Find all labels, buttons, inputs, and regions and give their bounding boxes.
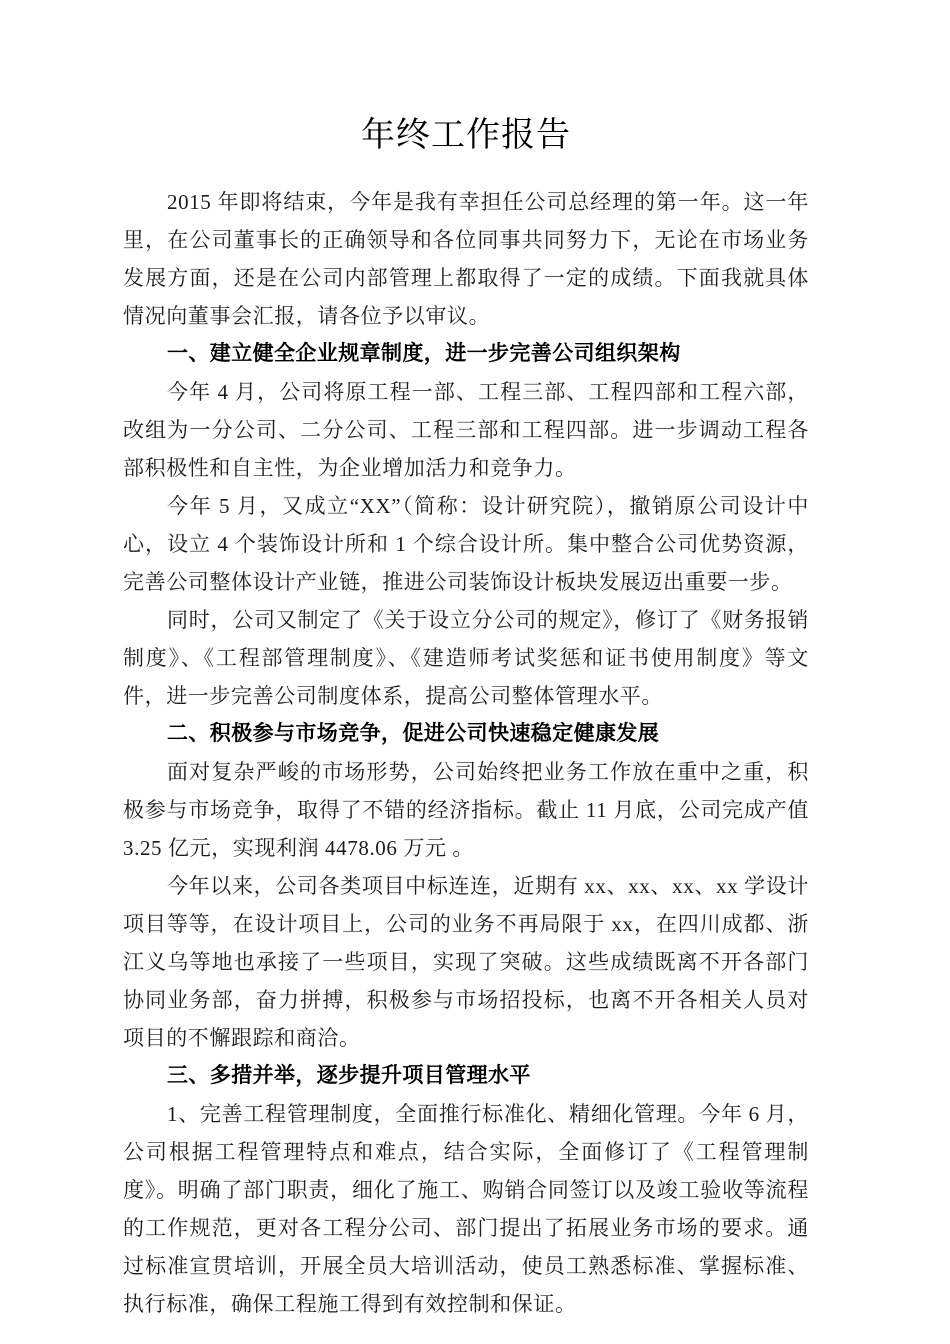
section-heading: 三、多措并举，逐步提升项目管理水平	[167, 1064, 531, 1087]
section-heading: 一、建立健全企业规章制度，进一步完善公司组织架构	[167, 342, 681, 365]
body-paragraph: 今年 5 月，又成立“XX”（简称：设计研究院），撤销原公司设计中心，设立 4 个装饰设计所和 1 个综合设计所。集中整合公司优势资源，完善公司整体设计产业链，推进公司装饰设计板块发展迈出重要一步。	[123, 494, 809, 594]
body-paragraph: 面对复杂严峻的市场形势，公司始终把业务工作放在重中之重，积极参与市场竞争，取得了不错的经济指标。截止 11 月底，公司完成产值 3.25 亿元，实现利润 4478.06 万元 。	[123, 760, 809, 860]
body-paragraph: 2015 年即将结束，今年是我有幸担任公司总经理的第一年。这一年里，在公司董事长的正确领导和各位同事共同努力下，无论在市场业务发展方面，还是在公司内部管理上都取得了一定的成绩。下面我就具体情况向董事会汇报，请各位予以审议。	[123, 190, 809, 328]
body-paragraph: 今年 4 月，公司将原工程一部、工程三部、工程四部和工程六部，改组为一分公司、二分公司、工程三部和工程四部。进一步调动工程各部积极性和自主性，为企业增加活力和竞争力。	[123, 380, 809, 480]
body-paragraph: 1、完善工程管理制度，全面推行标准化、精细化管理。今年 6 月，公司根据工程管理特点和难点，结合实际，全面修订了《工程管理制度》。明确了部门职责，细化了施工、购销合同签订以及竣工验收等流程的工作规范，更对各工程分公司、部门提出了拓展业务市场的要求。通过标准宣贯培训，开展全员大培训活动，使员工熟悉标准、掌握标准、执行标准，确保工程施工得到有效控制和保证。	[123, 1102, 809, 1316]
section-heading: 二、积极参与市场竞争，促进公司快速稳定健康发展	[167, 722, 660, 745]
body-paragraph: 同时，公司又制定了《关于设立分公司的规定》，修订了《财务报销制度》、《工程部管理制度》、《建造师考试奖惩和证书使用制度》等文件，进一步完善公司制度体系，提高公司整体管理水平。	[123, 608, 809, 708]
page-title: 年终工作报告	[361, 116, 571, 154]
document-body	[123, 183, 809, 1323]
body-paragraph: 今年以来，公司各类项目中标连连，近期有 xx、xx、xx、xx 学设计项目等等，在设计项目上，公司的业务不再局限于 xx，在四川成都、浙江义乌等地也承接了一些项目，实现了突破。这些成绩既离不开各部门协同业务部，奋力拼搏，积极参与市场招投标，也离不开各相关人员对项目的不懈跟踪和商洽。	[123, 874, 809, 1050]
